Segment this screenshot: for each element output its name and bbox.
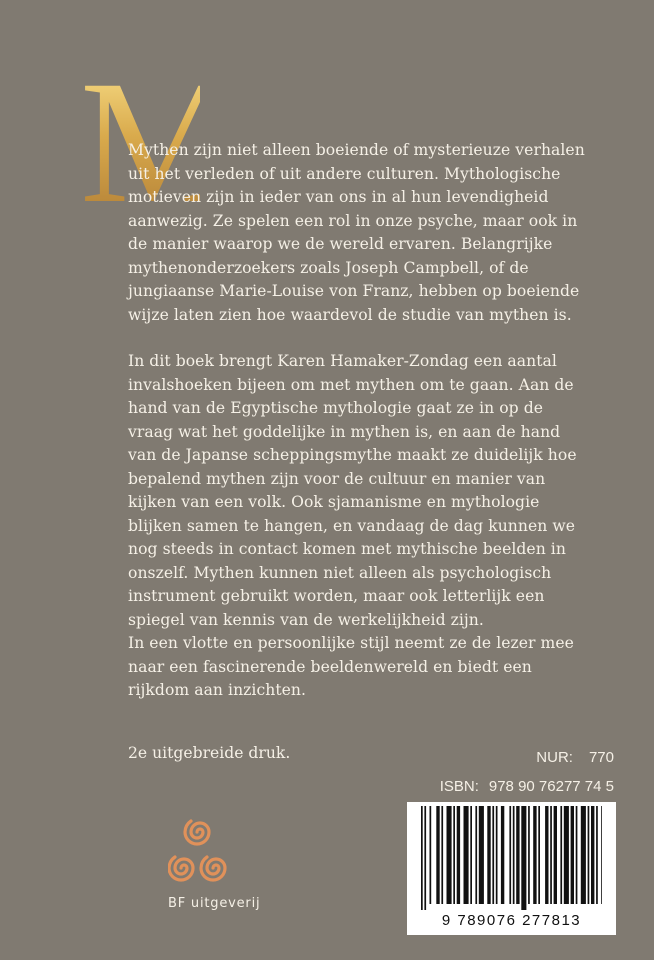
- barcode-bar: [436, 806, 439, 904]
- barcode-bar: [447, 806, 452, 904]
- text-line: wijze laten zien hoe waardevol de studie van mythen is.: [128, 305, 572, 324]
- triple-spiral-logo-icon: [168, 812, 232, 896]
- barcode-bar: [424, 806, 426, 910]
- text-line: uit het verleden of uit andere culturen. Mythologische: [128, 164, 561, 183]
- text-line: Mythen zijn niet alleen boeiende of mysterieuze verhalen: [128, 141, 585, 159]
- barcode-bar: [576, 806, 578, 904]
- barcode-bar: [596, 806, 598, 904]
- barcode-bar: [421, 806, 423, 910]
- barcode-bar: [479, 806, 484, 904]
- barcode-bar: [521, 806, 526, 910]
- text-line: kijken van een volk. Ook sjamanisme en mythologie: [128, 493, 540, 511]
- barcode-bar: [554, 806, 557, 904]
- intro-paragraph: [128, 139, 608, 327]
- barcode-bar: [470, 806, 472, 904]
- barcode-digits: 9 789076 277813: [441, 912, 582, 929]
- text-line: jungiaanse Marie-Louise von Franz, hebben op boeiende: [128, 282, 580, 300]
- publisher-name: BF uitgeverij: [168, 896, 261, 911]
- barcode-bar: [550, 806, 552, 904]
- barcode-bar: [528, 806, 530, 904]
- barcode: [407, 802, 616, 935]
- nur-code: [536, 749, 614, 766]
- text-line: vraag wat het goddelijke in mythen is, en aan de hand: [128, 422, 561, 441]
- barcode-bar: [533, 806, 536, 904]
- barcode-bar: [588, 806, 590, 904]
- edition-note: 2e uitgebreide druk.: [128, 744, 291, 762]
- barcode-bar: [457, 806, 460, 904]
- barcode-bar: [492, 806, 494, 904]
- text-line: onszelf. Mythen kunnen niet alleen als psychologisch: [128, 563, 552, 582]
- barcode-bar: [475, 806, 477, 904]
- text-line: de manier waarop we de wereld ervaren. Belangrijke: [128, 235, 553, 253]
- text-line: rijkdom aan inzichten.: [128, 681, 307, 699]
- barcode-bar: [591, 806, 594, 904]
- barcode-bar: [560, 806, 562, 904]
- isbn-value: 978 90 76277 74 5: [488, 778, 614, 795]
- text-line: aanwezig. Ze spelen een rol in onze psyche, maar ook in: [128, 211, 578, 230]
- barcode-bar: [453, 806, 455, 904]
- dropcap-letter: M: [80, 45, 237, 240]
- barcode-bar: [601, 806, 602, 904]
- barcode-bars: [421, 806, 602, 910]
- barcode-bar: [581, 806, 586, 904]
- text-line: spiegel van kennis van de werkelijkheid zijn.: [128, 610, 484, 629]
- barcode-bar: [571, 806, 574, 904]
- barcode-bar: [513, 806, 515, 904]
- barcode-bar: [501, 806, 504, 904]
- isbn-label: ISBN:: [439, 778, 479, 795]
- text-line: blijken samen te hangen, en vandaag de dag kunnen we: [128, 516, 576, 535]
- text-line: invalshoeken bijeen om met mythen om te gaan. Aan de: [128, 375, 574, 394]
- text-line: In een vlotte en persoonlijke stijl neemt ze de lezer mee: [128, 634, 574, 652]
- barcode-bar: [516, 806, 519, 904]
- description-paragraph: [128, 350, 608, 703]
- barcode-bar: [545, 806, 548, 904]
- barcode-bar: [509, 806, 511, 904]
- text-line: instrument gebruikt worden, maar ook letterlijk een: [128, 587, 545, 605]
- barcode-bar: [487, 806, 490, 904]
- text-line: bepalend mythen zijn voor de cultuur en manier van: [128, 469, 546, 488]
- barcode-bar: [464, 806, 469, 904]
- text-line: nog steeds in contact komen met mythische beelden in: [128, 540, 566, 558]
- barcode-bar: [441, 806, 443, 904]
- nur-label: NUR:: [536, 749, 573, 766]
- text-line: In dit boek brengt Karen Hamaker-Zondag een aantal: [128, 352, 557, 370]
- barcode-bar: [564, 806, 569, 904]
- text-line: mythenonderzoekers zoals Joseph Campbell, of de: [128, 258, 529, 277]
- barcode-bar: [538, 806, 540, 904]
- isbn-code: [440, 778, 614, 795]
- text-line: van de Japanse scheppingsmythe maakt ze duidelijk hoe: [128, 446, 577, 464]
- barcode-bar: [430, 806, 432, 904]
- barcode-bar: [496, 806, 498, 904]
- text-line: naar een fascinerende beeldenwereld en biedt een: [128, 657, 532, 676]
- text-line: motieven zijn in ieder van ons in al hun levendigheid: [128, 188, 549, 206]
- nur-value: 770: [588, 749, 614, 766]
- text-line: hand van de Egyptische mythologie gaat ze in op de: [128, 399, 544, 417]
